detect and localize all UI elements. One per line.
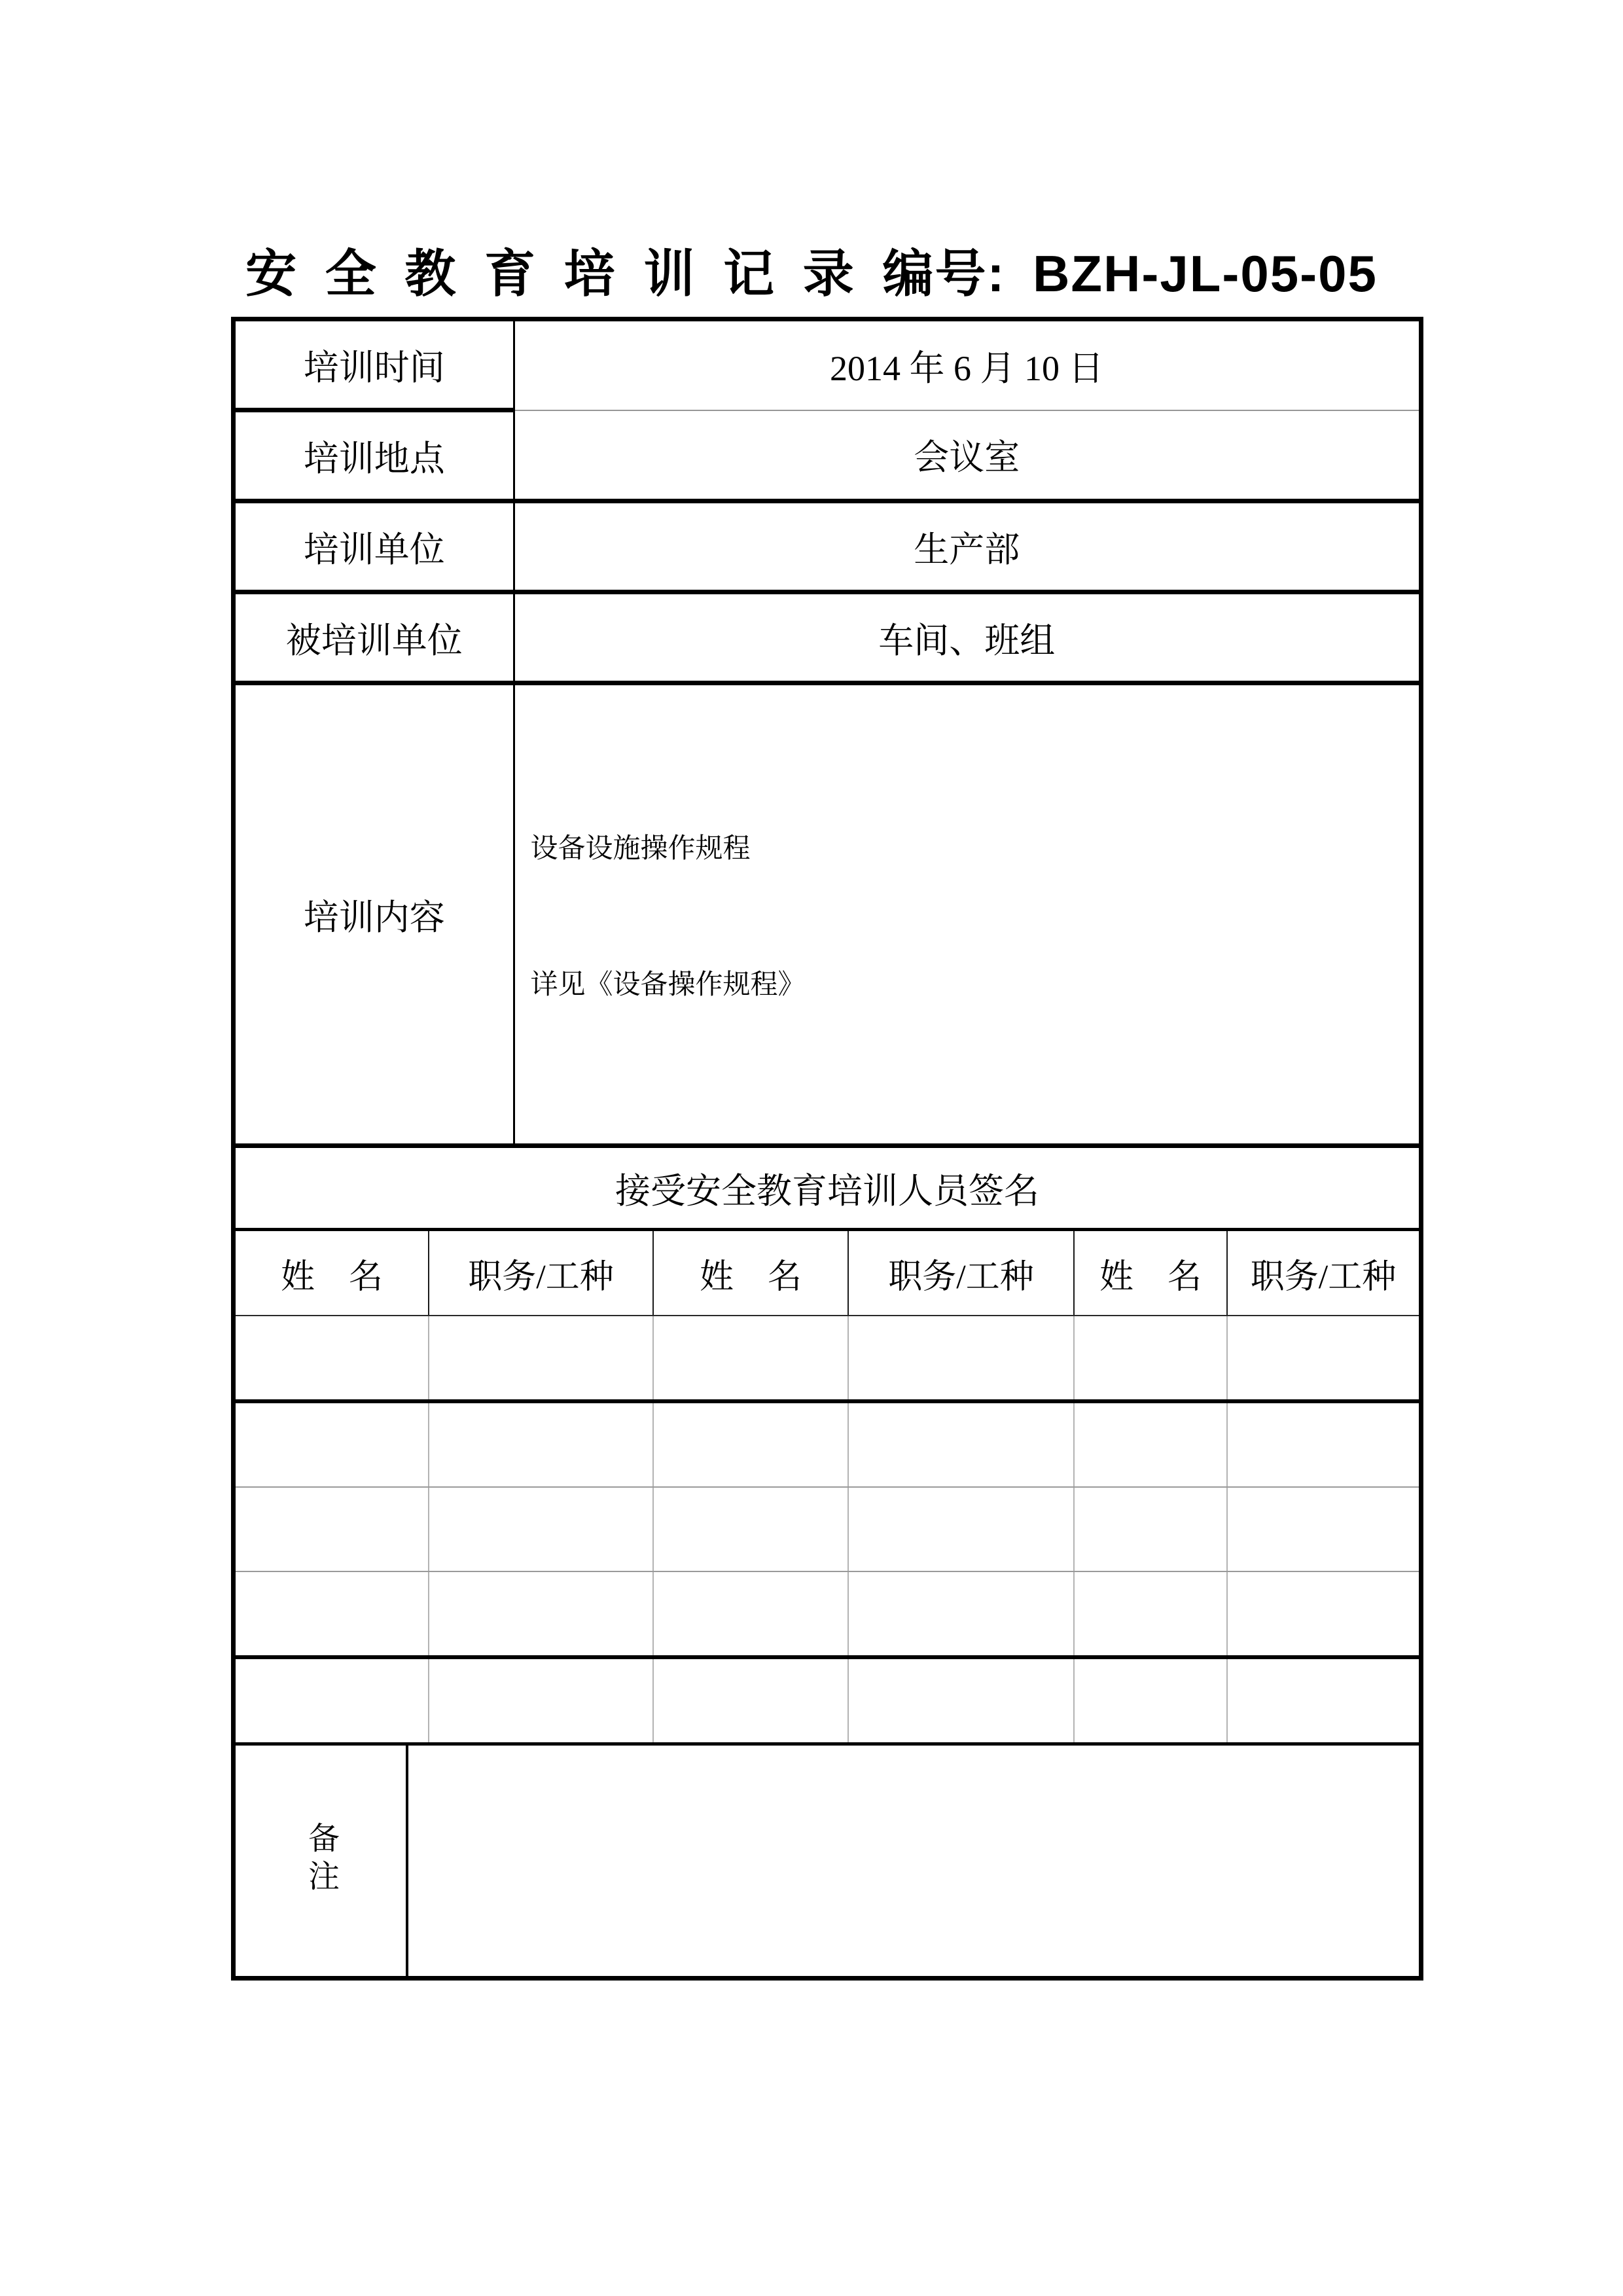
signature-empty-row [236, 1657, 1419, 1742]
signature-empty-cell [848, 1316, 1074, 1401]
signature-empty-cell [1074, 1316, 1227, 1401]
training-content-line1: 设备设施操作规程 [530, 834, 751, 864]
signature-empty-row [236, 1401, 1419, 1487]
info-label-time: 培训时间 [236, 321, 514, 410]
info-row-time [236, 321, 1419, 410]
signature-header-row [236, 1146, 1419, 1230]
signature-empty-cell [429, 1487, 653, 1571]
signature-empty-cell [429, 1316, 653, 1401]
signature-column-header-row [236, 1230, 1419, 1316]
signature-empty-cell [1074, 1487, 1227, 1571]
signature-empty-cell [848, 1487, 1074, 1571]
signature-empty-row [236, 1316, 1419, 1401]
column-header-duty-2: 职务/工种 [848, 1230, 1074, 1316]
signature-empty-cell [1074, 1401, 1227, 1487]
info-row-place [236, 410, 1419, 501]
signature-empty-cell [236, 1316, 429, 1401]
signature-empty-cell [653, 1316, 848, 1401]
document-title: 安 全 教 育 培 训 记 录 编号: BZH-JL-05-05 [245, 245, 1378, 302]
signature-empty-cell [1227, 1657, 1419, 1742]
training-content-row [236, 683, 1419, 1144]
signature-empty-row [236, 1487, 1419, 1571]
signature-empty-cell [1227, 1571, 1419, 1657]
column-header-name-2: 姓 名 [653, 1230, 848, 1316]
signature-empty-cell [653, 1657, 848, 1742]
signature-empty-cell [1074, 1571, 1227, 1657]
info-value-trained-unit: 车间、班组 [514, 592, 1419, 683]
signature-empty-cell [848, 1571, 1074, 1657]
signature-empty-cell [848, 1401, 1074, 1487]
training-content-label: 培训内容 [236, 683, 514, 1144]
signature-empty-cell [1227, 1487, 1419, 1571]
training-content-line2: 详见《设备操作规程》 [530, 970, 806, 1000]
signature-empty-cell [1227, 1401, 1419, 1487]
remark-table [236, 1742, 1419, 1976]
info-label-unit: 培训单位 [236, 501, 514, 592]
signature-empty-cell [429, 1657, 653, 1742]
column-header-duty-3: 职务/工种 [1227, 1230, 1419, 1316]
signature-empty-cell [653, 1401, 848, 1487]
signature-empty-cell [236, 1657, 429, 1742]
signature-empty-row [236, 1571, 1419, 1657]
signature-empty-cell [653, 1571, 848, 1657]
signature-empty-cell [236, 1487, 429, 1571]
signature-header: 接受安全教育培训人员签名 [236, 1146, 1419, 1230]
info-value-place: 会议室 [514, 410, 1419, 501]
signature-empty-cell [1227, 1316, 1419, 1401]
info-row-unit [236, 501, 1419, 592]
remark-value-cell [407, 1744, 1419, 1977]
column-header-duty-1: 职务/工种 [429, 1230, 653, 1316]
signature-empty-cell [236, 1571, 429, 1657]
info-table [236, 321, 1419, 1143]
info-row-trained-unit [236, 592, 1419, 683]
info-value-unit: 生产部 [514, 501, 1419, 592]
signature-empty-cell [1074, 1657, 1227, 1742]
info-label-place: 培训地点 [236, 410, 514, 501]
training-record-form [231, 317, 1423, 1981]
signature-empty-cell [429, 1571, 653, 1657]
training-content-cell [515, 685, 1419, 1143]
signature-empty-cell [236, 1401, 429, 1487]
column-header-name-3: 姓 名 [1074, 1230, 1227, 1316]
signature-table [236, 1143, 1419, 1742]
info-label-trained-unit: 被培训单位 [236, 592, 514, 683]
remark-label: 备注 [303, 1821, 338, 1897]
remark-label-cell [236, 1744, 407, 1977]
column-header-name-1: 姓 名 [236, 1230, 429, 1316]
info-value-time: 2014 年 6 月 10 日 [514, 321, 1419, 410]
remark-row [236, 1744, 1419, 1977]
signature-empty-cell [848, 1657, 1074, 1742]
signature-empty-cell [653, 1487, 848, 1571]
signature-empty-cell [429, 1401, 653, 1487]
